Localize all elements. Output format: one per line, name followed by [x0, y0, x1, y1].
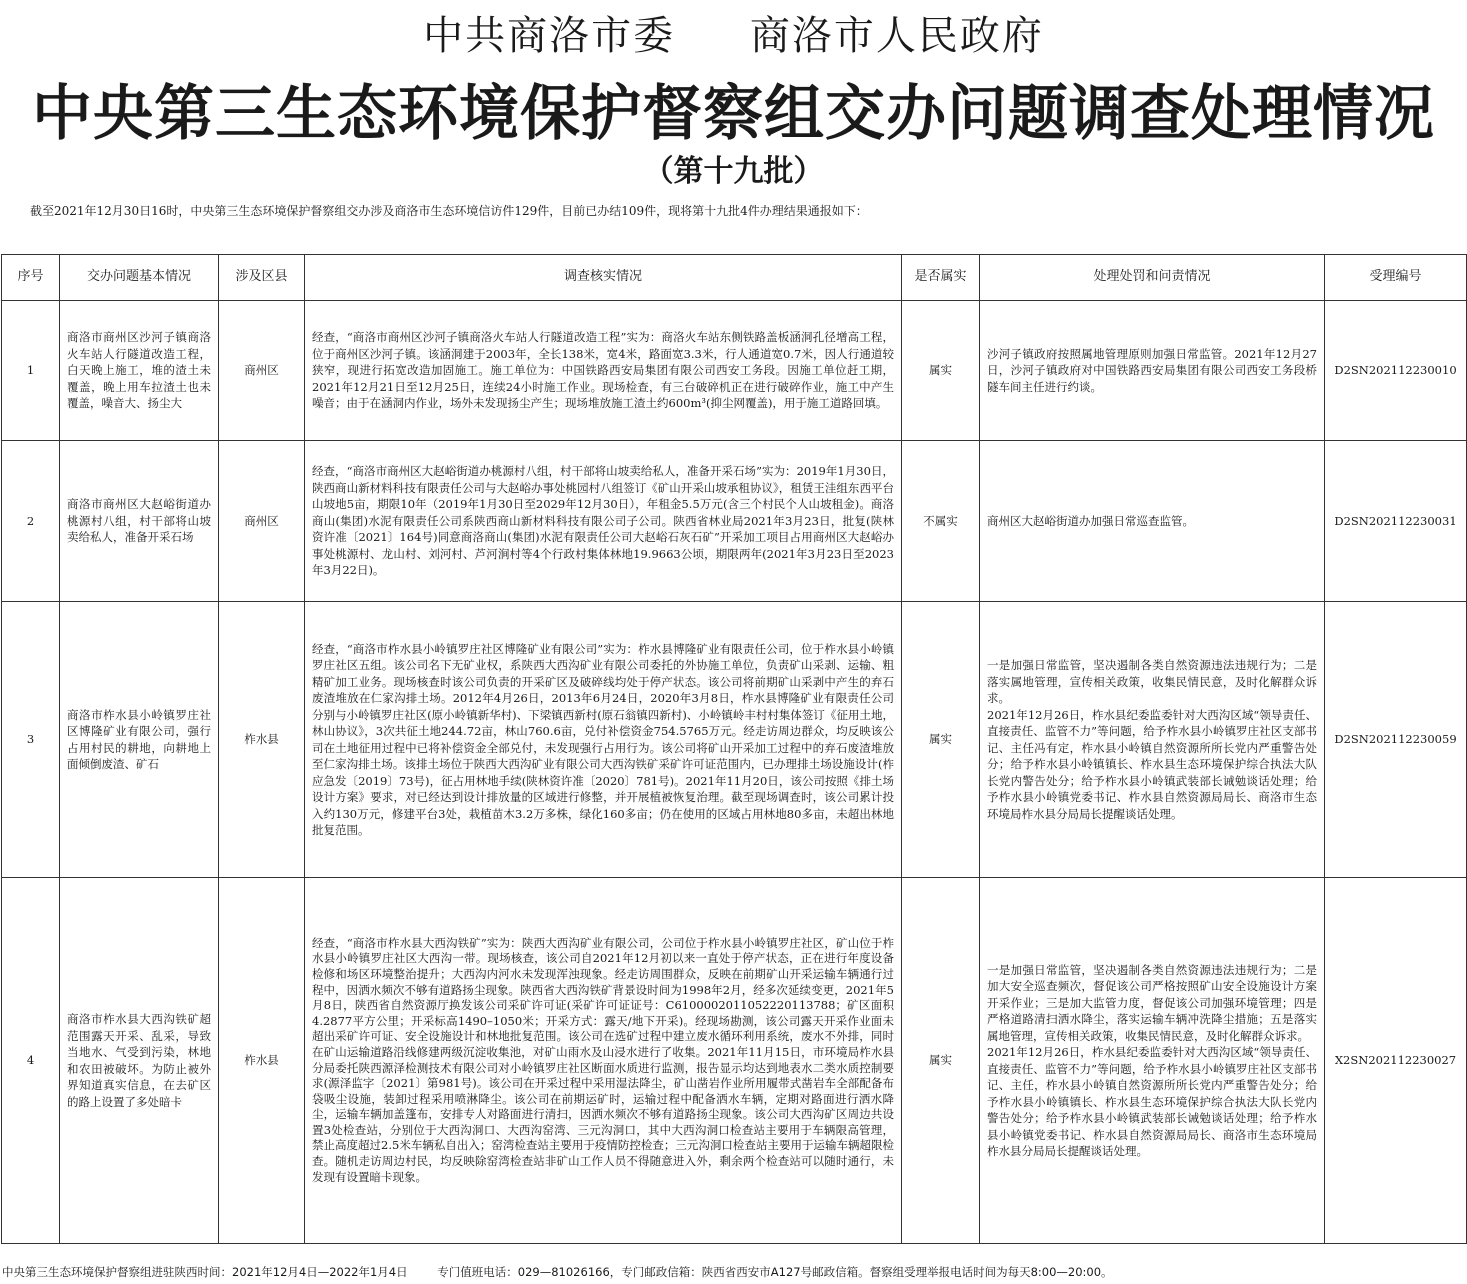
issuing-organizations [0, 4, 1467, 61]
row-number: 4 [2, 878, 60, 1244]
row-code: D2SN202112230059 [1325, 602, 1467, 878]
row-investigation: 经查，“商洛市柞水县大西沟铁矿”实为：陕西大西沟矿业有限公司，公司位于柞水县小岭镇罗庄社区，矿山位于柞水县小岭镇罗庄社区大西沟一带。现场核查，该公司自2021年12月初以来一直处于停产状态，正在进行年度设备检修和场区环境整治提升；大西沟内河水未发现浑浊现象。经走访周围群众，反映在前期矿山开采运输车辆通行过程中，因洒水频次不够有道路扬尘现象。陕西省大西沟铁矿背景设时间为1998年2月，经多次延续变更，2021年5月8日，陕西省自然资源厅换发该公司采矿许可证(采矿许可证证号：C6100002011052220113788；矿区面积4.2877平方公里；开采标高1490–1050米；开采方式：露天/地下开采)。经现场勘测，该公司露天开采作业面未超出采矿许可证、安全设施设计和林地批复范围。该公司在选矿过程中建立废水循环利用系统，废水不外排，同时在矿山运输道路沿线修建两级沉淀收集池，对矿山雨水及山浸水进行了收集。2021年11月15日，市环境局柞水县分局委托陕西源泽检测技术有限公司对小岭镇罗庄社区断面水质进行监测，报告显示均达到地表水二类水质控制要求(源泽监字〔2021〕第981号)。该公司在开采过程中采用湿法降尘，矿山凿岩作业所用履带式凿岩车全部配备布袋吸尘设施，装卸过程采用喷淋降尘。该公司在前期运矿时，运输过程中配备洒水车辆，定期对路面进行洒水降尘，运输车辆加盖篷布，安排专人对路面进行清扫，因洒水频次不够有道路扬尘现象。该公司大西沟矿区周边共设置3处检查站，分别位于大西沟洞口、大西沟窑湾、三元沟洞口，其中大西沟洞口检查站主要用于车辆限高管理，禁止高度超过2.5米车辆私自出入；窑湾检查站主要用于疫情防控检查；三元沟洞口检查站主要用于运输车辆超限检查。随机走访周边村民，均反映除窑湾检查站非矿山工作人员不得随意进入外，剩余两个检查站可以随时通行，未发现有设置暗卡现象。 [305, 878, 902, 1244]
row-county: 商州区 [219, 441, 305, 602]
table-row [2, 441, 1467, 602]
row-verified: 属实 [902, 602, 980, 878]
row-code: X2SN202112230027 [1325, 878, 1467, 1244]
col-header-handling: 处理处罚和问责情况 [980, 255, 1325, 301]
row-investigation: 经查，“商洛市商州区大赵峪街道办桃源村八组，村干部将山坡卖给私人，准备开采石场”实为：2019年1月30日，陕西商山新材料科技有限责任公司与大赵峪办事处桃园村八组签订《矿山开采山坡承租协议》，租赁王洼组东西平台山坡地5亩，期限10年（2019年1月30日至2029年12月30日），年租金5.5万元(含三个村民个人山坡租金)。商洛商山(集团)水泥有限责任公司系陕西商山新材料科技有限公司子公司。陕西省林业局2021年3月23日，批复(陕林资许准〔2021〕164号)同意商洛商山(集团)水泥有限责任公司大赵峪石灰石矿”开采加工项目占用商州区大赵峪办事处桃源村、龙山村、刘河村、芦河涧村等4个行政村集体林地19.9663公顷，期限两年(2021年3月23日至2023年3月22日)。 [305, 441, 902, 602]
row-verified: 属实 [902, 878, 980, 1244]
row-investigation: 经查，“商洛市商州区沙河子镇商洛火车站人行隧道改造工程”实为：商洛火车站东侧铁路盖板涵洞孔径增高工程，位于商州区沙河子镇。该涵洞建于2003年，全长138米，宽4米，路面宽3.3米，行人通道宽0.7米，因人行通道较狭窄，现进行拓宽改造加固施工。施工单位为：中国铁路西安局集团有限公司西安工务段。因施工单位赶工期，2021年12月21日至12月25日，连续24小时施工作业。现场检查，有三台破碎机正在进行破碎作业，施工中产生噪音；由于在涵洞内作业，场外未发现扬尘产生；现场堆放施工渣土约600m³(抑尘网覆盖)，用于施工道路回填。 [305, 301, 902, 441]
row-number: 2 [2, 441, 60, 602]
issues-table [1, 254, 1467, 1244]
footer-notice [2, 1264, 1465, 1280]
row-issue: 商洛市商州区大赵峪街道办桃源村八组，村干部将山坡卖给私人，准备开采石场 [60, 441, 219, 602]
intro-paragraph: 截至2021年12月30日16时，中央第三生态环境保护督察组交办涉及商洛市生态环境信访件129件，目前已办结109件，现将第十九批4件办理结果通报如下： [30, 204, 868, 218]
row-code: D2SN202112230031 [1325, 441, 1467, 602]
col-header-investigation: 调查核实情况 [305, 255, 902, 301]
batch-number: （第十九批） [643, 154, 824, 189]
org-party-committee: 中共商洛市委 [423, 13, 676, 59]
col-header-verified: 是否属实 [902, 255, 980, 301]
col-header-number: 序号 [2, 255, 60, 301]
row-number: 3 [2, 602, 60, 878]
row-issue: 商洛市柞水县大西沟铁矿超范围露天开采、乱采，导致当地水、气受到污染，林地和农田被破坏。为防止被外界知道真实信息，在去矿区的路上设置了多处暗卡 [60, 878, 219, 1244]
row-investigation: 经查，“商洛市柞水县小岭镇罗庄社区博隆矿业有限公司”实为：柞水县博隆矿业有限责任公司，位于柞水县小岭镇罗庄社区五组。该公司名下无矿业权，系陕西大西沟矿业有限公司委托的外协施工单位，负责矿山采剥、运输、粗精矿加工业务。现场核查时该公司负责的开采矿区及破碎线均处于停产状态。该公司将前期矿山采剥中产生的弃石废渣堆放在仁家沟排土场。2012年4月26日，2013年6月24日，2020年3月8日，柞水县博隆矿业有限责任公司分别与小岭镇罗庄社区(原小岭镇新华村)、下梁镇西新村(原石翁镇四新村)、小岭镇岭丰村村集体签订《征用土地，林山协议》，3次共征土地244.72亩，林山760.6亩，兑付补偿资金754.5765万元。经走访周边群众，均反映该公司在土地征用过程中已将补偿资金全部兑付，未发现强行占用行为。该公司将矿山开采加工过程中的弃石废渣堆放至仁家沟排土场。该排土场位于陕西大西沟矿业有限公司大西沟铁矿采矿许可证范围内，已办理排土场设施设计(柞应急发〔2019〕73号)，征占用林地手续(陕林资许准〔2020〕781号)。2021年11月20日，该公司按照《排土场设计方案》要求，对已经达到设计排放量的区域进行修整，并开展植被恢复治理。截至现场调查时，该公司累计投入约130万元，修建平台3处，栽植苗木3.2万多株，绿化160多亩；仍在使用的区域占用林地80多亩，未超出林地批复范围。 [305, 602, 902, 878]
col-header-code: 受理编号 [1325, 255, 1467, 301]
row-handling: 一是加强日常监管，坚决遏制各类自然资源违法违规行为；二是加大安全巡查频次，督促该公司严格按照矿山安全设施设计方案开采作业；三是加大监管力度，督促该公司加强环境管理；四是严格道路清扫洒水降尘，落实运输车辆冲洗降尘措施；五是落实属地管理，宣传相关政策，收集民情民意，及时化解群众诉求。 2021年12月26日，柞水县纪委监委针对大西沟区域“领导责任、直接责任、监管不力”等问题，给予柞水县小岭镇罗庄社区支部书记、主任，柞水县小岭镇自然资源所所长党内严重警告处分；给予柞水县小岭镇镇长、柞水县生态环境保护综合执法大队长党内警告处分；给予柞水县小岭镇武装部长诫勉谈话处理；给予柞水县小岭镇党委书记、柞水县自然资源局局长、商洛市生态环境局柞水县分局局长提醒谈话处理。 [980, 878, 1325, 1244]
table-row [2, 301, 1467, 441]
table-row [2, 602, 1467, 878]
col-header-county: 涉及区县 [219, 255, 305, 301]
footer-contact: 专门值班电话：029—81026166，专门邮政信箱：陕西省西安市A127号邮政信箱。督察组受理举报电话时间为每天8:00—20:00。 [437, 1265, 1113, 1279]
table-row [2, 878, 1467, 1244]
row-verified: 不属实 [902, 441, 980, 602]
row-issue: 商洛市柞水县小岭镇罗庄社区博隆矿业有限公司，强行占用村民的耕地，向耕地上面倾倒废渣、矿石 [60, 602, 219, 878]
org-government: 商洛市人民政府 [749, 13, 1044, 59]
row-verified: 属实 [902, 301, 980, 441]
footer-period: 中央第三生态环境保护督察组进驻陕西时间：2021年12月4日—2022年1月4日 [2, 1265, 408, 1279]
row-issue: 商洛市商州区沙河子镇商洛火车站人行隧道改造工程，白天晚上施工，堆的渣土未覆盖，晚上用车拉渣土也未覆盖，噪音大、扬尘大 [60, 301, 219, 441]
row-handling: 一是加强日常监管，坚决遏制各类自然资源违法违规行为；二是落实属地管理，宣传相关政策，收集民情民意，及时化解群众诉求。 2021年12月26日，柞水县纪委监委针对大西沟区域“领导责任、直接责任、监管不力”等问题，给予柞水县小岭镇罗庄社区支部书记、主任冯有定，柞水县小岭镇自然资源所所长党内严重警告处分；给予柞水县小岭镇镇长、柞水县生态环境保护综合执法大队长党内警告处分；给予柞水县小岭镇武装部长诫勉谈话处理；给予柞水县小岭镇党委书记、柞水县自然资源局局长、商洛市生态环境局柞水县分局局长提醒谈话处理。 [980, 602, 1325, 878]
row-handling: 商州区大赵峪街道办加强日常巡查监管。 [980, 441, 1325, 602]
col-header-issue: 交办问题基本情况 [60, 255, 219, 301]
row-number: 1 [2, 301, 60, 441]
row-county: 柞水县 [219, 602, 305, 878]
table-header-row [2, 255, 1467, 301]
page-title: 中央第三生态环境保护督察组交办问题调查处理情况 [32, 79, 1435, 149]
row-county: 商州区 [219, 301, 305, 441]
row-county: 柞水县 [219, 878, 305, 1244]
row-code: D2SN202112230010 [1325, 301, 1467, 441]
row-handling: 沙河子镇政府按照属地管理原则加强日常监管。2021年12月27日，沙河子镇政府对中国铁路西安局集团有限公司西安工务段桥隧车间主任进行约谈。 [980, 301, 1325, 441]
